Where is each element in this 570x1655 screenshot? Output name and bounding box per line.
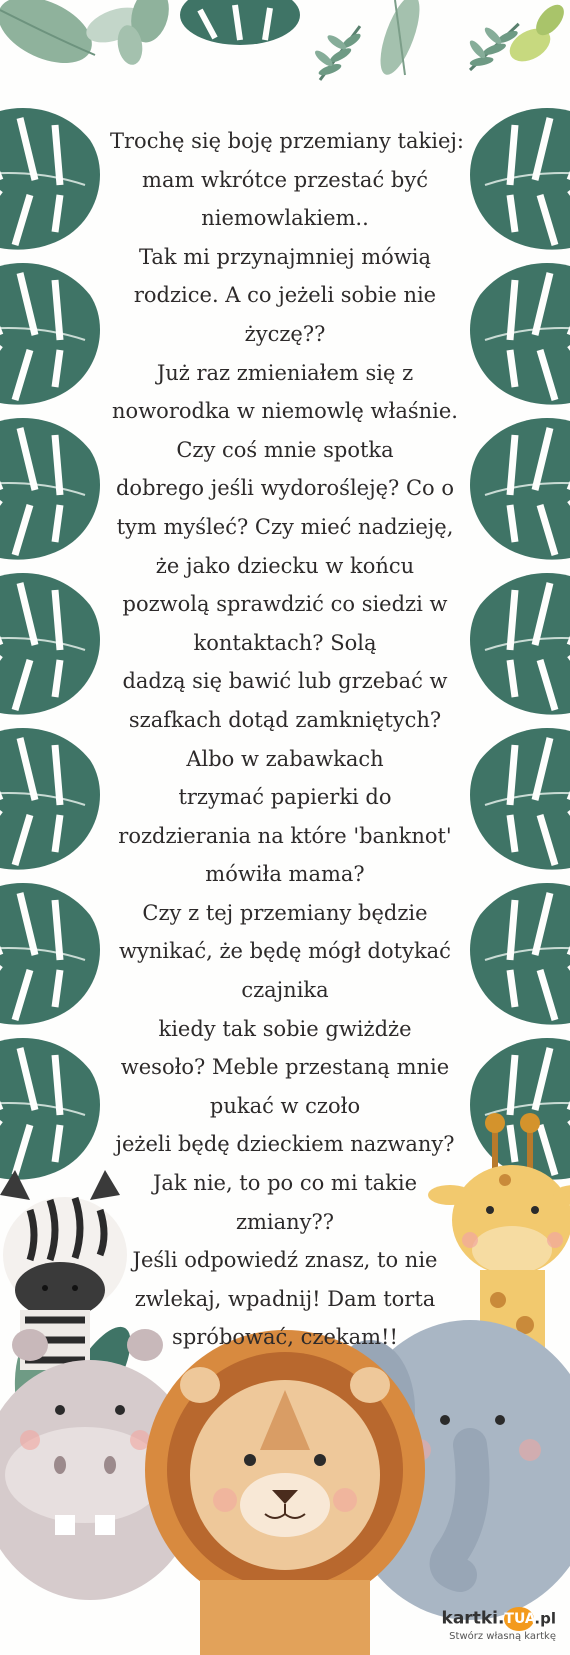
fern-leaf-icon xyxy=(372,0,427,79)
monstera-leaf-icon xyxy=(470,883,570,1025)
poem-line: rodzice. A co jeżeli sobie nie xyxy=(133,283,437,308)
poem-line: trzymać papierki do xyxy=(178,785,392,810)
poem-text xyxy=(110,122,464,1357)
poem-line: wynikać, że będę mógł dotykać xyxy=(119,939,451,964)
fern-leaf-icon xyxy=(82,0,175,67)
brand-logo[interactable] xyxy=(432,1607,556,1645)
poem-line: jeżeli będę dzieckiem nazwany? xyxy=(115,1132,455,1157)
poem-line: Już raz zmieniałem się z xyxy=(156,360,414,385)
poem-line: życzę?? xyxy=(244,321,326,346)
monstera-leaf-icon xyxy=(470,1038,570,1180)
poem-line: czajnika xyxy=(241,978,329,1003)
poem-line: Czy coś mnie spotka xyxy=(176,437,394,462)
poem-line: Tak mi przynajmniej mówią xyxy=(138,244,432,269)
poem-line: że jako dziecku w końcu xyxy=(155,553,415,578)
monstera-leaf-icon xyxy=(470,573,570,715)
brand-badge: TUA xyxy=(504,1607,534,1631)
poem-line: Jeśli odpowiedź znasz, to nie xyxy=(132,1248,438,1273)
poem-line: Trochę się boję przemiany takiej: xyxy=(110,129,464,153)
lion-icon xyxy=(145,1330,425,1655)
monstera-leaf-icon xyxy=(0,108,100,250)
poem-line: kontaktach? Solą xyxy=(193,630,377,655)
poem-line: zwlekaj, wpadnij! Dam torta xyxy=(134,1286,436,1311)
poem-line: pukać w czoło xyxy=(209,1093,361,1118)
monstera-leaf-icon xyxy=(180,0,300,45)
monstera-leaf-icon xyxy=(0,573,100,715)
poem-line: spróbować, czekam!! xyxy=(172,1325,398,1350)
poem-line: dobrego jeśli wydorośleję? Co o xyxy=(115,476,454,501)
poem-line: mówiła mama? xyxy=(205,862,365,887)
monstera-leaf-icon xyxy=(0,263,100,405)
monstera-leaf-icon xyxy=(0,728,100,870)
poem-line: dadzą się bawić lub grzebać w xyxy=(122,669,448,694)
poem-line: tym myśleć? Czy mieć nadzieję, xyxy=(116,514,454,539)
poem-line: noworodka w niemowlę właśnie. xyxy=(112,399,458,424)
poem-line: rozdzierania na które 'banknot' xyxy=(118,823,452,848)
monstera-leaf-icon xyxy=(0,418,100,560)
poem-line: kiedy tak sobie gwiżdże xyxy=(158,1016,412,1041)
fern-leaf-icon xyxy=(0,0,102,77)
poem-line: niemowlakiem.. xyxy=(201,206,369,231)
poem-line: Albo w zabawkach xyxy=(186,746,384,771)
poem-line: Czy z tej przemiany będzie xyxy=(142,900,428,925)
brand-tagline: Stwórz własną kartkę xyxy=(449,1631,556,1642)
monstera-leaf-icon xyxy=(470,263,570,405)
brand-name: kartki. xyxy=(441,1608,505,1629)
fern-leaf-icon xyxy=(309,19,365,86)
monstera-leaf-icon xyxy=(470,418,570,560)
poem-line: Jak nie, to po co mi takie xyxy=(152,1171,418,1196)
poem-line: mam wkrótce przestać być xyxy=(142,167,428,192)
monstera-leaf-icon xyxy=(470,108,570,250)
poem-line: szafkach dotąd zamkniętych? xyxy=(128,707,442,732)
poem-line: pozwolą sprawdzić co siedzi w xyxy=(122,592,448,617)
poem-line: wesoło? Meble przestaną mnie xyxy=(120,1055,450,1080)
brand-tld: .pl xyxy=(534,1609,556,1628)
monstera-leaf-icon xyxy=(0,883,100,1025)
poem-line: zmiany?? xyxy=(235,1209,335,1234)
monstera-leaf-icon xyxy=(0,1038,100,1180)
monstera-leaf-icon xyxy=(470,728,570,870)
